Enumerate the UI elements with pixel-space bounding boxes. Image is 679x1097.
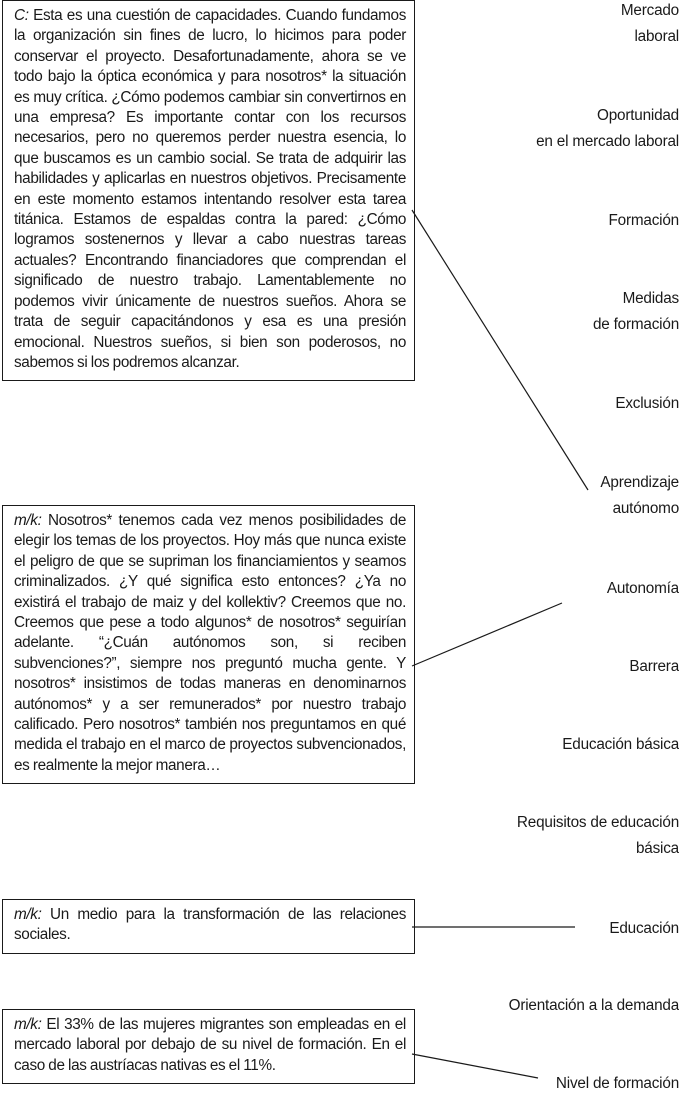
keyword-medidas-de-formacion <box>439 286 679 338</box>
keyword-line: Exclusión <box>615 395 679 412</box>
speaker-label: m/k: <box>14 512 42 529</box>
keyword-line: Requisitos de educación <box>516 814 679 831</box>
keyword-line: Educación básica <box>562 736 679 753</box>
quote-box-nivel-formacion <box>2 1009 415 1084</box>
speaker-label: m/k: <box>14 1016 42 1033</box>
keyword-line: de formación <box>592 316 679 333</box>
quote-box-autonomia <box>2 505 415 784</box>
keyword-aprendizaje-autonomo <box>439 470 679 522</box>
keyword-line: Formación <box>608 212 679 229</box>
keyword-mercado-laboral <box>439 0 679 50</box>
quote-text: Nosotros* tenemos cada vez menos posibilidades de elegir los temas de los proyectos. Hoy más que nunca existe el peligro de que se supriman los financiamientos y seamos criminalizados. ¿Y qué significa esto entonces? ¿Ya no existirá el trabajo de maiz y del kollektiv? Creemos que no. Creemos que pese a todo algunos* de nosotros* seguirían adelante. “¿Cuán autónomos son, si reciben subvenciones?”, siempre nos preguntó mucha gente. Y nosotros* insistimos de todas maneras en denominarnos autónomos* y a ser remunerados* por nuestro trabajo calificado. Pero nosotros* también nos preguntamos en qué medida el trabajo en el marco de proyectos subvencionados, es realmente la mejor manera… <box>14 512 406 774</box>
keyword-line: Oportunidad <box>597 107 679 124</box>
keyword-line: Mercado <box>620 2 679 19</box>
keyword-nivel-de-formacion <box>439 1071 679 1097</box>
speaker-label: C: <box>14 7 29 24</box>
keyword-educacion-basica <box>439 732 679 758</box>
keyword-orientacion-demanda <box>439 993 679 1019</box>
keyword-line: autónomo <box>612 500 679 517</box>
keyword-line: Autonomía <box>606 580 679 597</box>
quote-text: Un medio para la transformación de las relaciones sociales. <box>14 906 406 944</box>
keyword-line: Aprendizaje <box>600 474 679 491</box>
keyword-oportunidad-mercado-laboral <box>439 103 679 155</box>
quote-box-educacion <box>2 899 415 954</box>
keyword-line: en el mercado laboral <box>536 133 679 150</box>
speaker-label: m/k: <box>14 906 42 923</box>
keyword-barrera <box>439 654 679 680</box>
keyword-educacion <box>439 916 679 942</box>
keyword-formacion <box>439 208 679 234</box>
quote-box-capacidades <box>2 0 415 381</box>
keyword-line: Nivel de formación <box>555 1075 679 1092</box>
keyword-line: Barrera <box>629 658 679 675</box>
keyword-line: Medidas <box>622 290 679 307</box>
keyword-requisitos-educacion-basica <box>439 810 679 862</box>
keyword-autonomia <box>439 576 679 602</box>
quote-text: El 33% de las mujeres migrantes son empleadas en el mercado laboral por debajo de su nivel de formación. En el caso de las austríacas nativas es el 11%. <box>14 1016 406 1074</box>
keyword-line: Orientación a la demanda <box>508 997 679 1014</box>
keyword-line: básica <box>635 840 679 857</box>
keyword-line: Educación <box>609 920 679 937</box>
keyword-exclusion <box>439 391 679 417</box>
connector-box1-aprendizaje <box>412 210 588 490</box>
quote-text: Esta es una cuestión de capacidades. Cuando fundamos la organización sin fines de lucro, lo hicimos para poder conservar el proyecto. Desafortunadamente, ahora se ve todo bajo la óptica económica y para nosotros* la situación es muy crítica. ¿Cómo podemos cambiar sin convertirnos en una empresa? Es importante contar con los recursos necesarios, pero no queremos perder nuestra esencia, lo que buscamos es un cambio social. Se trata de adquirir las habilidades y aplicarlas en nuestros objetivos. Precisamente en este momento estamos intentando resolver esta tarea titánica. Estamos de espaldas contra la pared: ¿Cómo logramos sostenernos y llevar a cabo nuestras tareas actuales? Encontrando financiadores que comprendan el significado de nuestro trabajo. Lamentablemente no podemos vivir únicamente de nuestros sueños. Ahora se trata de seguir capacitándonos y esa es una presión emocional. Nuestros sueños, si bien son poderosos, no sabemos si los podremos alcanzar. <box>14 7 406 371</box>
keyword-line: laboral <box>634 28 679 45</box>
